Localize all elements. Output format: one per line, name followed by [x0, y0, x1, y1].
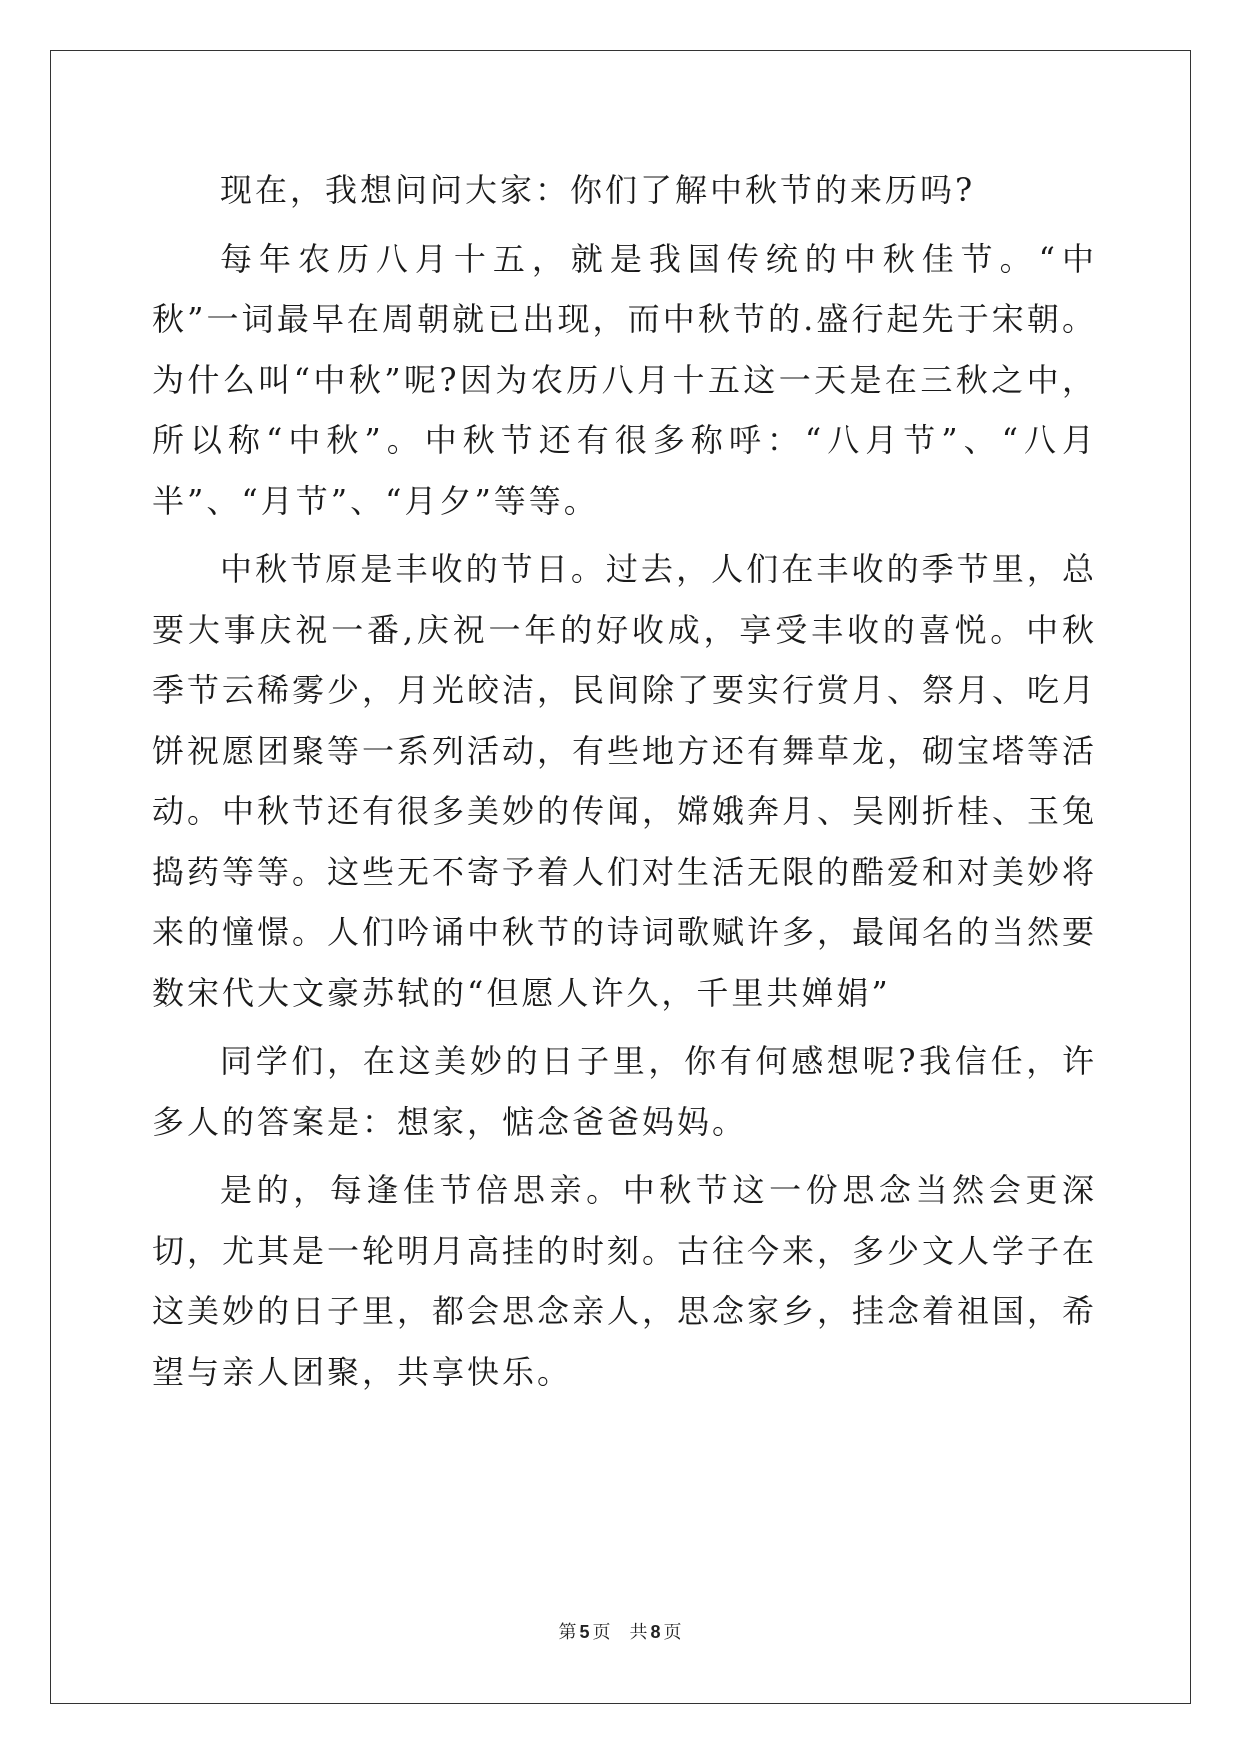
paragraph-1: 现在，我想问问大家：你们了解中秋节的来历吗?	[220, 171, 976, 209]
paragraph-5: 是的，每逢佳节倍思亲。中秋节这一份思念当然会更深切，尤其是一轮明月高挂的时刻。古往今来，多少文人学子在这美妙的日子里，都会思念亲人，思念家乡，挂念着祖国，希望与亲人团聚，共享快乐。	[152, 1171, 1098, 1391]
footer-total-suffix: 页	[663, 1622, 683, 1643]
current-page-number: 5	[579, 1622, 591, 1642]
footer-prefix: 第	[558, 1622, 578, 1643]
page-footer	[0, 1618, 1241, 1644]
total-pages-number: 8	[650, 1622, 662, 1642]
paragraph-4: 同学们，在这美妙的日子里，你有何感想呢?我信任，许多人的答案是：想家，惦念爸爸妈妈。	[152, 1042, 1097, 1141]
footer-page-word: 页	[592, 1622, 612, 1643]
document-body	[152, 160, 1097, 1410]
footer-total-prefix: 共	[629, 1622, 649, 1643]
paragraph-3: 中秋节原是丰收的节日。过去，人们在丰收的季节里，总要大事庆祝一番,庆祝一年的好收成，享受丰收的喜悦。中秋季节云稀雾少，月光皎洁，民间除了要实行赏月、祭月、吃月饼祝愿团聚等一系列活动，有些地方还有舞草龙，砌宝塔等活动。中秋节还有很多美妙的传闻，嫦娥奔月、吴刚折桂、玉兔捣药等等。这些无不寄予着人们对生活无限的酷爱和对美妙将来的憧憬。人们吟诵中秋节的诗词歌赋许多，最闻名的当然要数宋代大文豪苏轼的“但愿人许久，千里共婵娟”	[152, 550, 1098, 1012]
paragraph-2: 每年农历八月十五，就是我国传统的中秋佳节。“中秋”一词最早在周朝就已出现，而中秋节的.盛行起先于宋朝。为什么叫“中秋”呢?因为农历八月十五这一天是在三秋之中，所以称“中秋”。中秋节还有很多称呼：“八月节”、“八月半”、“月节”、“月夕”等等。	[152, 239, 1097, 520]
